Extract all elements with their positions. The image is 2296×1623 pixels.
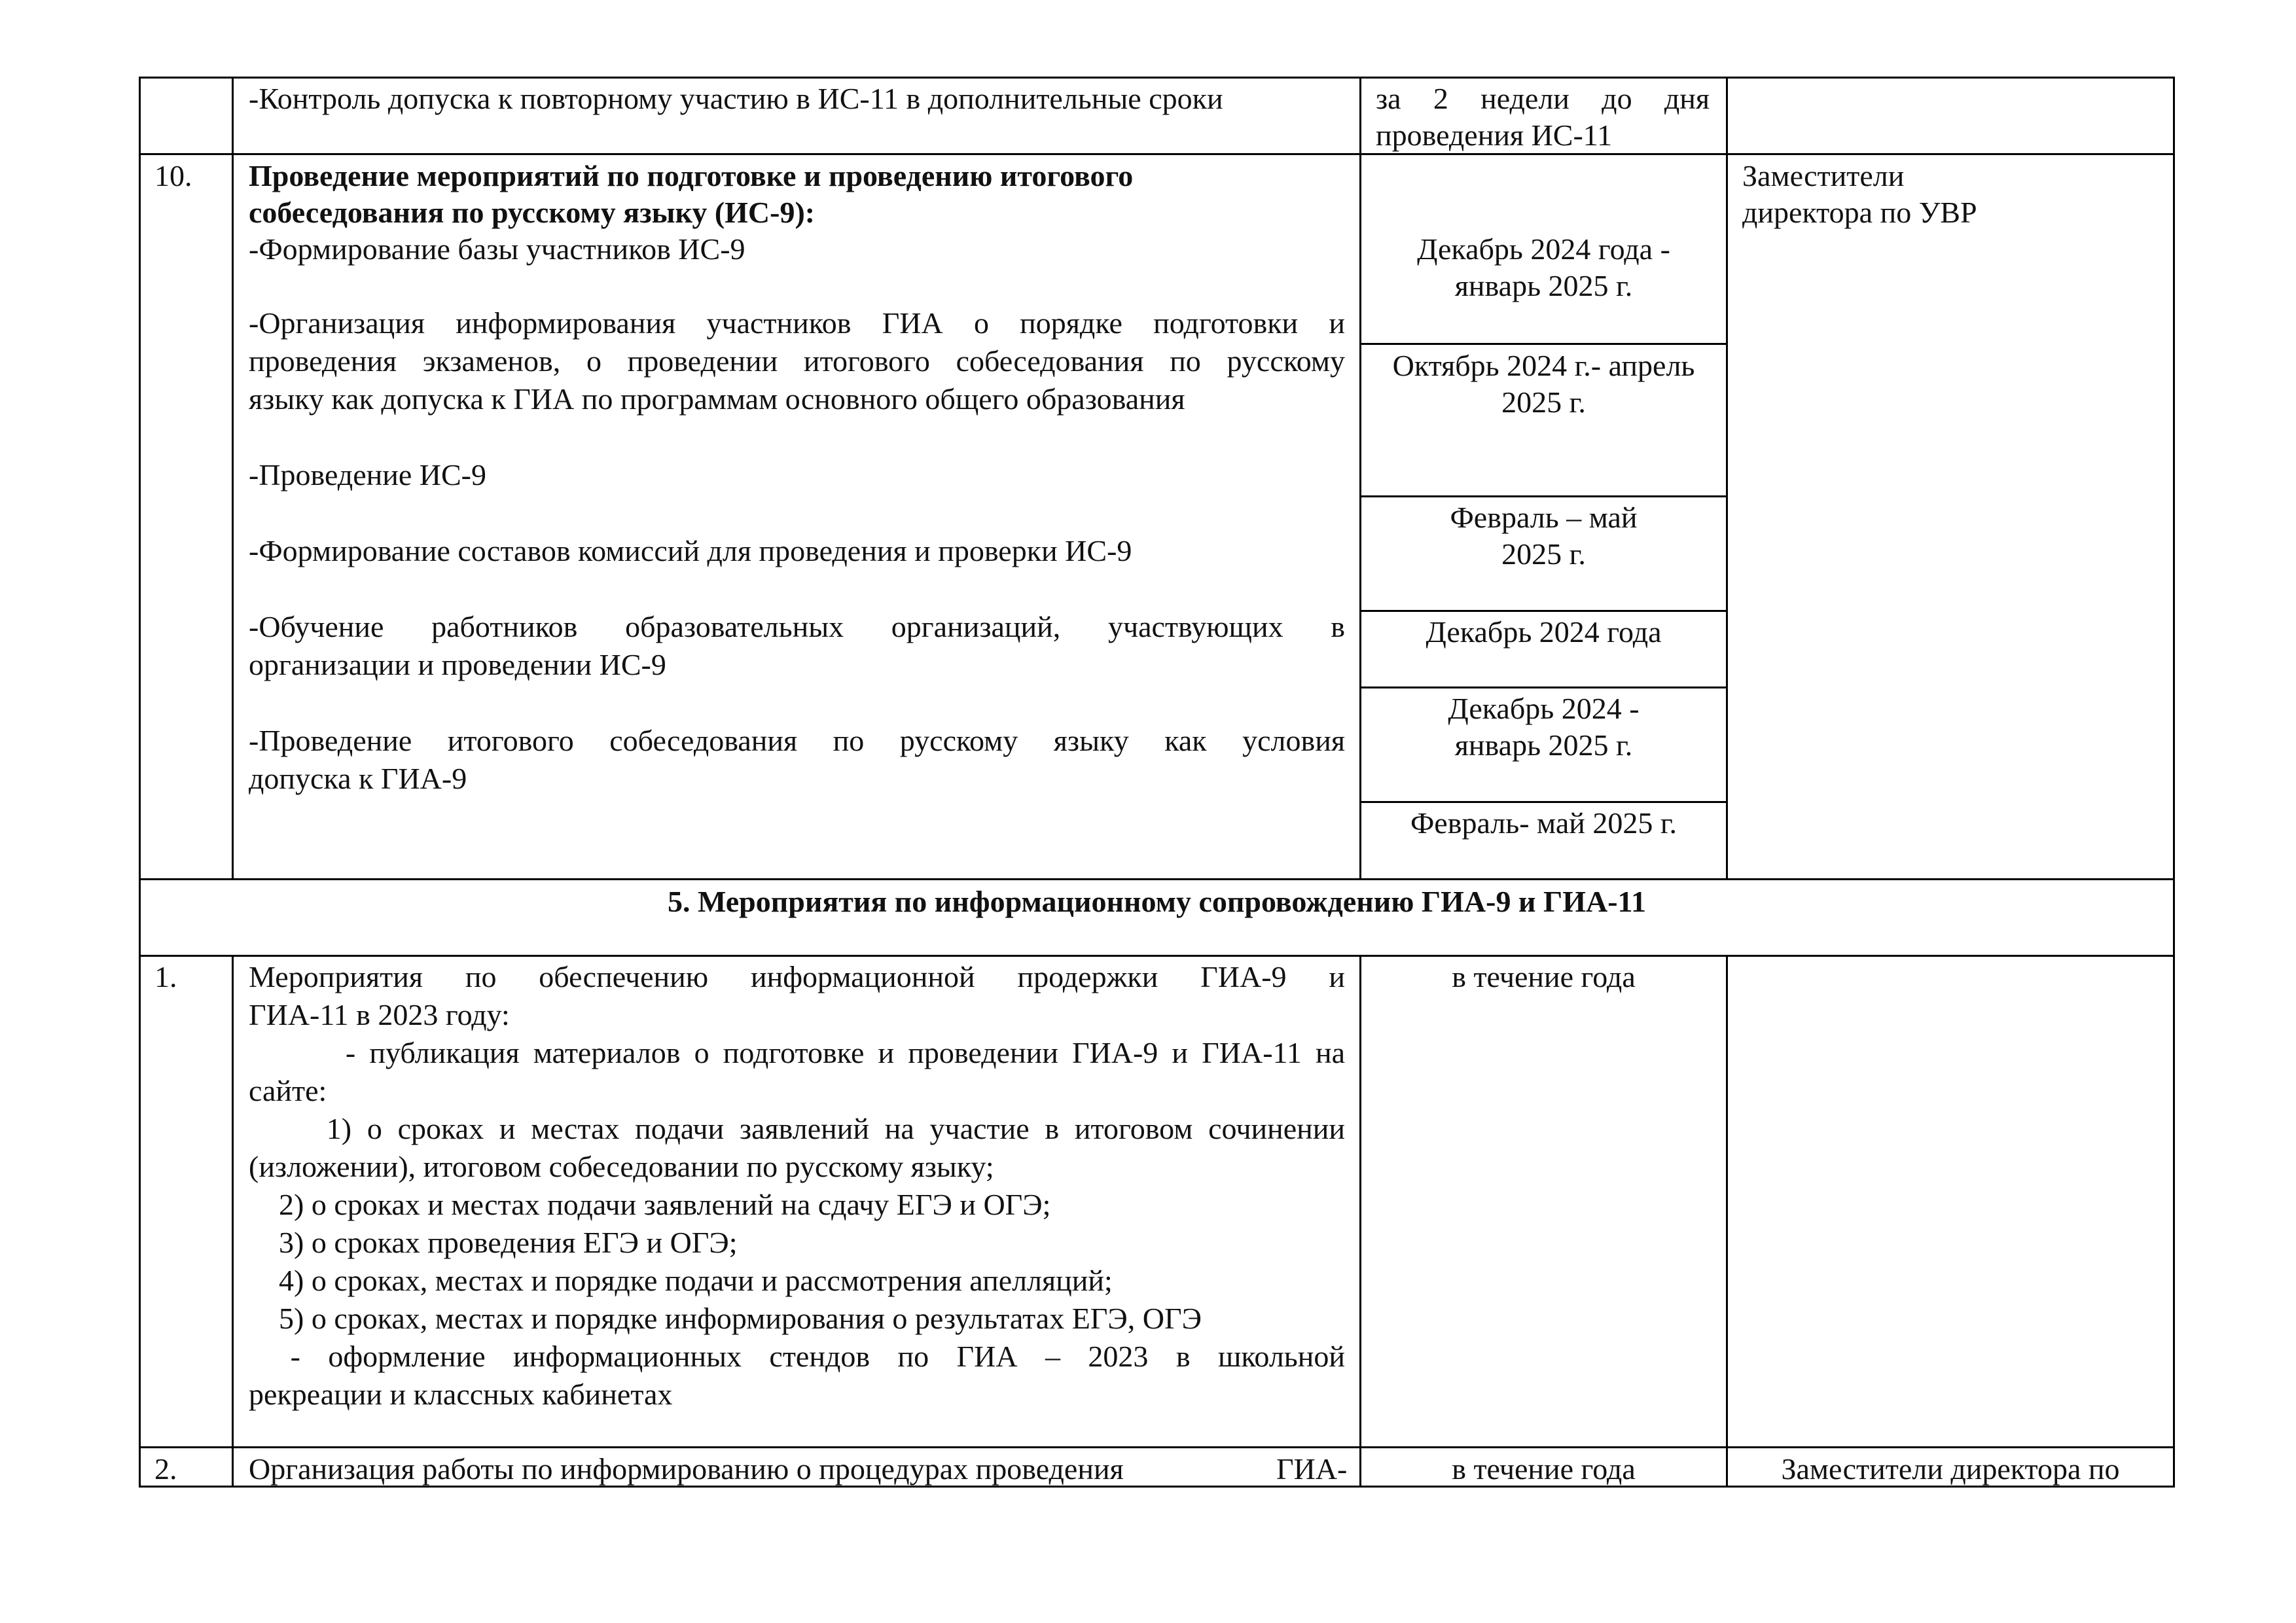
activity-item: -Проведение ИС-9 <box>249 458 486 491</box>
activity-item: 1) о сроках и местах подачи заявлений на участие в итоговом сочинении <box>249 1112 1345 1145</box>
activity-item: Мероприятия по обеспечению информационной продержки ГИА-9 и <box>249 960 1345 993</box>
deadline-text: Декабрь 2024 года - <box>1417 232 1670 266</box>
table-border-top <box>139 77 2174 79</box>
column-divider <box>232 77 234 880</box>
date-divider <box>1359 687 1728 688</box>
date-divider <box>1359 801 1728 803</box>
section-heading: 5. Мероприятия по информационному сопровождению ГИА-9 и ГИА-11 <box>667 885 1647 918</box>
table-border-right <box>2173 77 2175 1488</box>
row-number: 1. <box>154 960 177 993</box>
deadline-text: за 2 недели до дня <box>1376 82 1710 115</box>
activity-item: -Обучение работников образовательных организаций, участвующих в <box>249 610 1345 643</box>
activity-item: -Формирование базы участников ИС-9 <box>249 232 745 266</box>
activity-item: -Формирование составов комиссий для проведения и проверки ИС-9 <box>249 534 1132 567</box>
column-divider <box>1726 77 1728 880</box>
activity-item: допуска к ГИА-9 <box>249 762 467 795</box>
activity-text: -Контроль допуска к повторному участию в ИС-11 в дополнительные сроки <box>249 82 1223 115</box>
activity-item: 4) о сроках, местах и порядке подачи и рассмотрения апелляций; <box>249 1264 1113 1297</box>
table-border-left <box>139 77 141 1488</box>
activity-item: -Проведение итогового собеседования по русскому языку как условия <box>249 724 1345 757</box>
deadline-text: Декабрь 2024 года <box>1426 615 1662 649</box>
deadline-text: 2025 г. <box>1501 537 1586 571</box>
deadline-text: Октябрь 2024 г.- апрель <box>1392 349 1695 382</box>
date-divider <box>1359 343 1728 345</box>
activity-item: Организация работы по информированию о процедурах проведения <box>249 1452 1124 1486</box>
deadline-text: в течение года <box>1452 1452 1636 1486</box>
deadline-text: Декабрь 2024 - <box>1448 692 1640 725</box>
row-number: 2. <box>154 1452 177 1486</box>
row-divider <box>139 878 2174 880</box>
deadline-text: Февраль – май <box>1450 501 1638 534</box>
column-divider <box>1359 955 1361 1488</box>
responsible-text: Заместители директора по <box>1781 1452 2120 1486</box>
activity-item: ГИА-11 в 2023 году: <box>249 998 510 1031</box>
activity-item: организации и проведении ИС-9 <box>249 648 666 681</box>
responsible-text: Заместители <box>1742 159 1905 192</box>
activity-heading: Проведение мероприятий по подготовке и проведению итогового <box>249 159 1134 192</box>
row-divider <box>139 1446 2174 1448</box>
activity-item: (изложении), итоговом собеседовании по русскому языку; <box>249 1150 994 1183</box>
activity-item: сайте: <box>249 1074 327 1107</box>
date-divider <box>1359 495 1728 497</box>
row-number: 10. <box>154 159 192 192</box>
activity-item: 3) о сроках проведения ЕГЭ и ОГЭ; <box>249 1226 738 1259</box>
activity-item: проведения экзаменов, о проведении итогового собеседования по русскому <box>249 344 1345 378</box>
activity-heading: собеседования по русскому языку (ИС-9): <box>249 196 816 229</box>
activity-item: ГИА- <box>1276 1452 1348 1486</box>
deadline-text: проведения ИС-11 <box>1376 118 1613 152</box>
activity-item: рекреации и классных кабинетах <box>249 1378 673 1411</box>
activity-item: языку как допуска к ГИА по программам основного общего образования <box>249 382 1185 416</box>
deadline-text: январь 2025 г. <box>1454 269 1633 302</box>
date-divider <box>1359 610 1728 612</box>
deadline-text: Февраль- май 2025 г. <box>1410 806 1677 840</box>
column-divider <box>1726 955 1728 1488</box>
deadline-text: январь 2025 г. <box>1454 728 1633 762</box>
row-divider <box>139 955 2174 957</box>
activity-item: - публикация материалов о подготовке и проведении ГИА-9 и ГИА-11 на <box>249 1036 1345 1069</box>
deadline-text: в течение года <box>1452 960 1636 993</box>
column-divider <box>232 955 234 1488</box>
activity-item: 2) о сроках и местах подачи заявлений на сдачу ЕГЭ и ОГЭ; <box>249 1188 1051 1221</box>
activity-item: -Организация информирования участников ГИА о порядке подготовки и <box>249 306 1345 340</box>
activity-item: 5) о сроках, местах и порядке информирования о результатах ЕГЭ, ОГЭ <box>249 1302 1202 1335</box>
responsible-text: директора по УВР <box>1742 196 1977 229</box>
activity-item: - оформление информационных стендов по ГИА – 2023 в школьной <box>249 1340 1345 1373</box>
row-divider <box>139 153 2174 155</box>
deadline-text: 2025 г. <box>1501 385 1586 419</box>
